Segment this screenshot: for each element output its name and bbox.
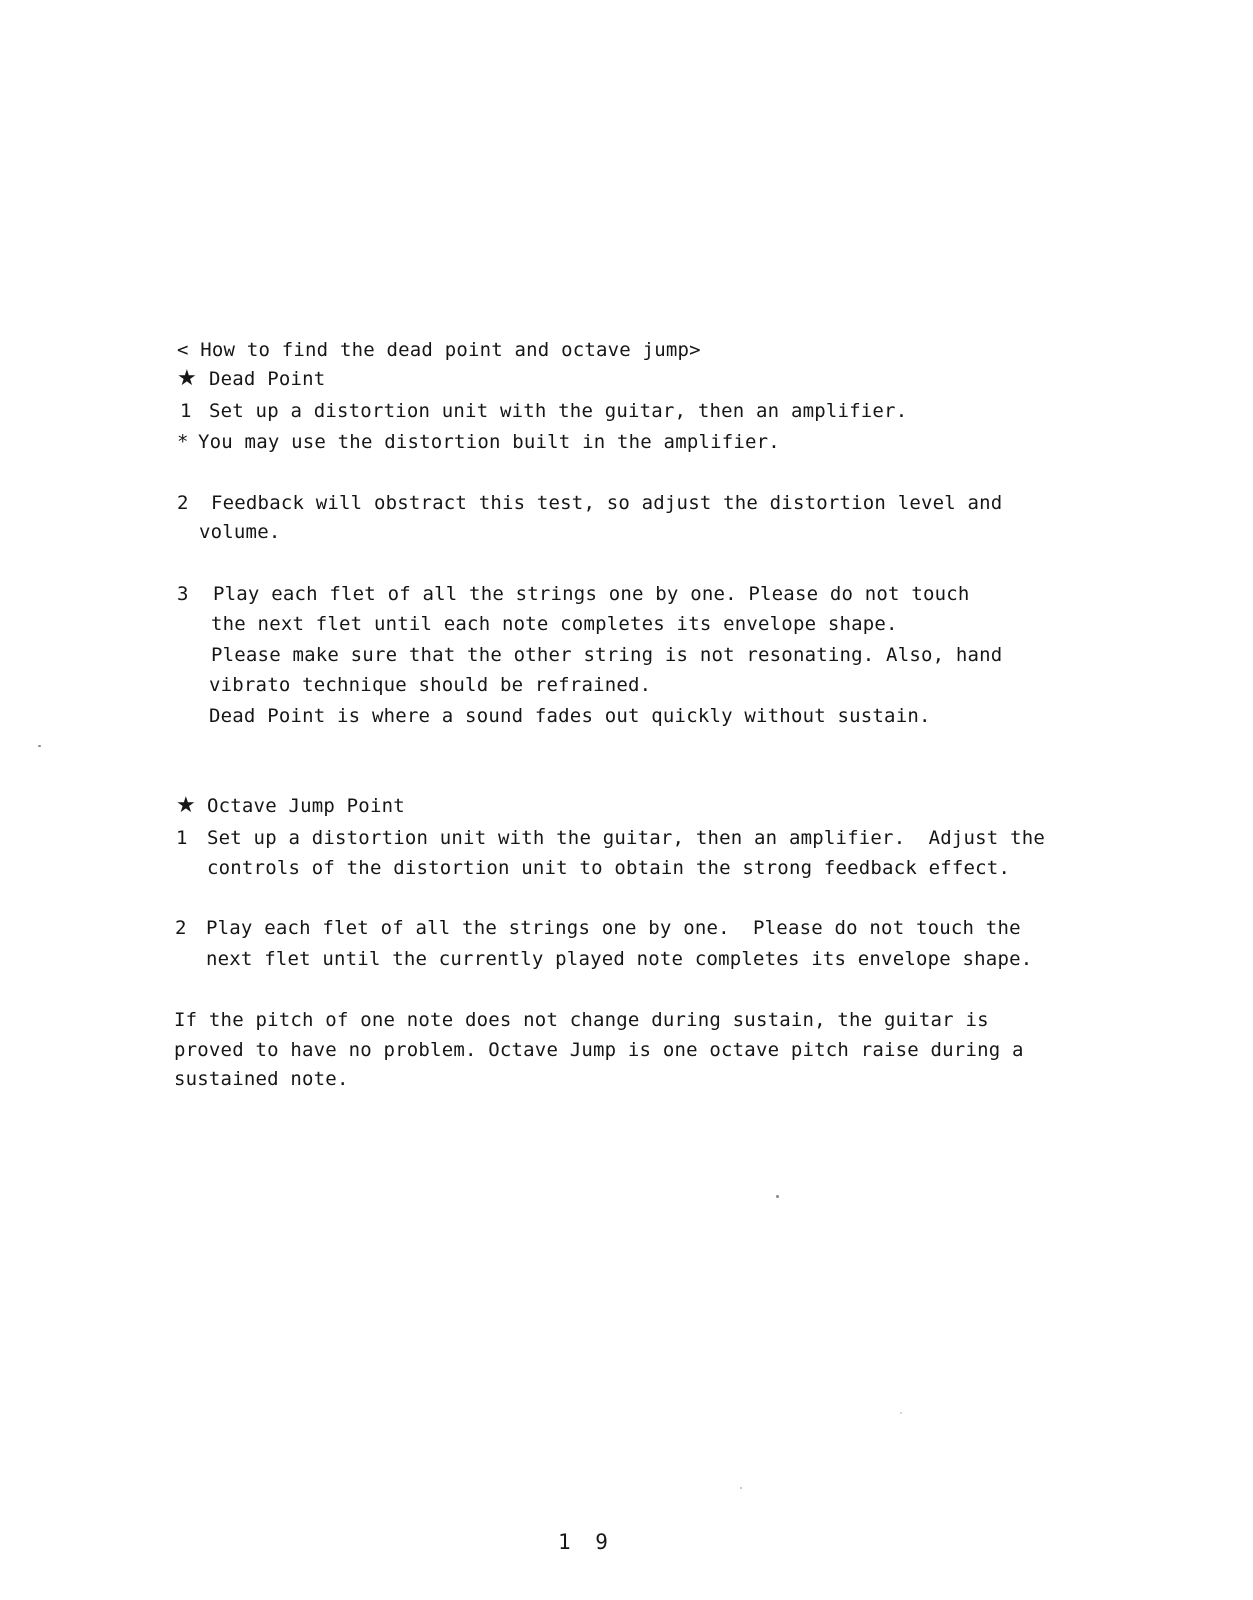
- octave-jump-step-2-line-2: next flet until the currently played note completes its envelope shape.: [206, 948, 1033, 970]
- note-marker: *: [177, 431, 189, 453]
- step-number: 3: [177, 583, 189, 605]
- conclusion-line-1: If the pitch of one note does not change during sustain, the guitar is: [174, 1009, 989, 1031]
- dead-point-step-3-line-4: vibrato technique should be refrained.: [209, 674, 652, 696]
- step-number: 2: [177, 492, 189, 514]
- scan-speck: [38, 745, 41, 747]
- conclusion-line-3: sustained note.: [174, 1068, 349, 1090]
- section-heading: < How to find the dead point and octave jump>: [177, 339, 701, 361]
- step-number: 1: [180, 400, 192, 422]
- octave-jump-step-1-line-1: Set up a distortion unit with the guitar, then an amplifier. Adjust the: [207, 827, 1046, 849]
- star-icon: ★: [177, 366, 197, 391]
- step-number: 2: [175, 917, 187, 939]
- conclusion-line-2: proved to have no problem. Octave Jump is one octave pitch raise during a: [174, 1039, 1024, 1061]
- dead-point-step-2-line-1: Feedback will obstract this test, so adjust the distortion level and: [211, 492, 1003, 514]
- dead-point-step-3-line-1: Play each flet of all the strings one by one. Please do not touch: [213, 583, 970, 605]
- octave-jump-step-1-line-2: controls of the distortion unit to obtain the strong feedback effect.: [207, 857, 1011, 879]
- dead-point-note: You may use the distortion built in the amplifier.: [198, 431, 780, 453]
- dead-point-step-3-line-2: the next flet until each note completes its envelope shape.: [211, 613, 898, 635]
- page-number: 1 9: [558, 1530, 614, 1554]
- octave-jump-title: Octave Jump Point: [207, 795, 405, 817]
- scan-speck: [776, 1195, 779, 1198]
- dead-point-step-3-line-5: Dead Point is where a sound fades out quickly without sustain.: [209, 705, 931, 727]
- scan-speck: [740, 1487, 742, 1489]
- dead-point-step-1: Set up a distortion unit with the guitar, then an amplifier.: [209, 400, 908, 422]
- octave-jump-step-2-line-1: Play each flet of all the strings one by one. Please do not touch the: [206, 917, 1021, 939]
- dead-point-step-2-line-2: volume.: [199, 521, 281, 543]
- dead-point-step-3-line-3: Please make sure that the other string is not resonating. Also, hand: [211, 644, 1003, 666]
- star-icon: ★: [176, 793, 196, 818]
- scan-speck: [900, 1412, 902, 1414]
- step-number: 1: [176, 827, 188, 849]
- dead-point-title: Dead Point: [209, 368, 326, 390]
